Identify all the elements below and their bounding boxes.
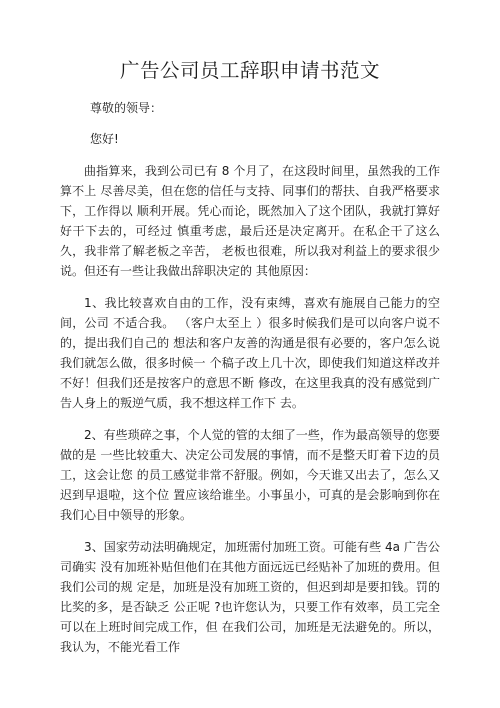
reason-paragraph-2: 2、有些琐碎之事，个人觉的管的太细了一些，作为最高领导的您要做的是 一些比较重大、决定公司发展的事情，而不是整天盯着下边的员工，这会让您 的员工感觉非常不舒服。例如，今天谁又出去了，怎么又迟到早退啦，这个位 置应该给谁坐。小事虽小，可真的是会影响到你在我们心目中领导的形象。 [60, 428, 440, 522]
greeting: 您好! [90, 132, 119, 146]
reason-paragraph-3: 3、国家劳动法明确规定，加班需付加班工资。可能有些 4a 广告公司确实 没有加班补贴但他们在其他方面远远已经贴补了加班的费用。但我们公司的规 定是，加班是没有加班工资的，但迟到却是要扣钱。罚的比奖的多，是否缺乏 公正呢 ?也许您认为，只要工作有效率，员工完全可以在上班时间完成工作，但 在我们公司，加班是无法避免的。所以，我认为，不能光看工作 [60, 540, 440, 654]
salutation: 尊敬的领导： [90, 101, 163, 115]
intro-paragraph: 曲指算来，我到公司已有 8 个月了，在这段时间里，虽然我的工作算不上 尽善尽美，但在您的信任与支持、同事们的帮扶、自我严格要求下，工作得以 顺利开展。凭心而论，既然加入了这个团队，我就打算好好干下去的，可经过 慎重考虑，最后还是决定离开。在私企干了这么久，我非常了解老板之辛苦， 老板也很难，所以我对利益上的要求很少说。但还有一些让我做出辞职决定的 其他原因： [60, 164, 440, 278]
document-title: 广告公司员工辞职申请书范文 [119, 59, 380, 82]
reason-paragraph-1: 1、我比较喜欢自由的工作，没有束缚，喜欢有施展自己能力的空间，公司 不适合我。 （客户太至上 ）很多时候我们是可以向客户说不的，提出我们自己的 想法和客户友善的沟通是很有必要的，客户怎么说我们就怎么做，很多时候一 个稿子改上几十次，即使我们知道这样改并不好！但我们还是按客户的意思不断 修改，在这里我真的没有感觉到广告人身上的叛逆气质，我不想这样工作下 去。 [60, 296, 440, 410]
